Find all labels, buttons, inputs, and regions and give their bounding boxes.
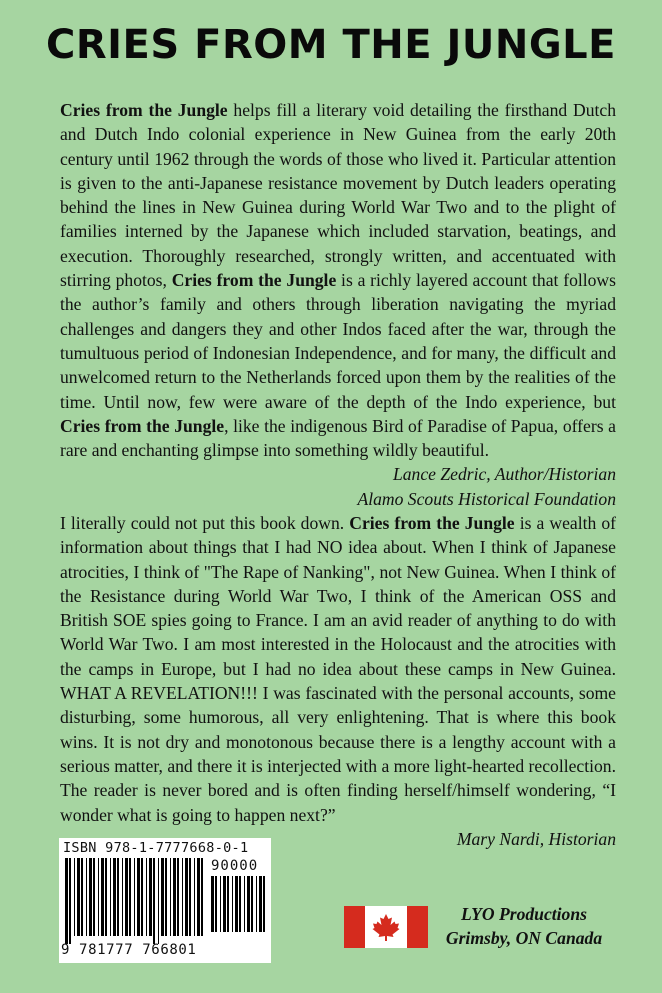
barcode-bar	[247, 876, 250, 932]
isbn-barcode	[59, 838, 271, 963]
barcode-bar	[146, 858, 147, 936]
review-lance-zedric	[60, 98, 616, 511]
barcode-bar	[122, 858, 123, 936]
barcode-bar	[74, 858, 75, 936]
barcode-bar	[81, 858, 83, 936]
review-attribution	[60, 462, 616, 511]
canadian-flag-icon	[344, 906, 428, 948]
barcode-bar	[227, 876, 229, 932]
barcode-bar	[220, 876, 221, 932]
barcode-bar	[117, 858, 119, 936]
book-title-mention: Cries from the Jungle	[171, 270, 337, 291]
barcode-bar	[101, 858, 104, 936]
barcode-bar	[201, 858, 203, 936]
barcode-bar	[98, 858, 99, 936]
barcode-bar	[185, 858, 188, 936]
price-addon-digits: 90000	[211, 858, 259, 874]
barcode-bar	[153, 858, 155, 944]
barcode-bar	[149, 858, 152, 936]
attribution-name: Lance Zedric, Author/Historian	[392, 464, 616, 485]
barcode-bar	[244, 876, 245, 932]
barcode-bar	[177, 858, 179, 936]
barcode-bar	[170, 858, 171, 936]
barcode-bar	[141, 858, 143, 936]
barcode-bar	[223, 876, 226, 932]
barcode-bar	[93, 858, 95, 936]
barcode-bar	[89, 858, 92, 936]
ean-barcode-bars	[65, 858, 205, 944]
review-text-segment: , like the indigenous Bird of Paradise of Papua, offers a rare and enchanting glimpse into something wildly beautiful.	[60, 415, 616, 461]
review-attribution: Mary Nardi, Historian	[456, 828, 616, 849]
review-text-segment: I literally could not put this book down.	[60, 513, 350, 533]
barcode-bar	[232, 876, 233, 932]
barcode-bar	[110, 858, 111, 936]
book-title-mention: Cries from the Jungle	[60, 100, 228, 120]
review-text	[60, 511, 616, 827]
publisher-info	[432, 902, 616, 950]
barcode-bar	[251, 876, 253, 932]
barcode-bar	[134, 858, 135, 936]
book-title: CRIES FROM THE JUNGLE	[46, 22, 616, 68]
barcode-bar	[194, 858, 195, 936]
barcode-bar	[161, 858, 164, 936]
barcode-bar	[215, 876, 217, 932]
review-mary-nardi	[60, 511, 616, 851]
barcode-bar	[105, 858, 107, 936]
publisher-location: Grimsby, ON Canada	[445, 928, 603, 948]
barcode-bar	[137, 858, 140, 936]
ean-digits: 9 781777 766801	[61, 942, 197, 958]
barcode-bar	[158, 858, 159, 944]
review-text	[60, 98, 616, 462]
barcode-bar	[69, 858, 71, 944]
addon-barcode-bars	[211, 876, 267, 942]
attribution-organization: Alamo Scouts Historical Foundation	[357, 488, 616, 509]
barcode-bar	[86, 858, 87, 936]
barcode-bar	[173, 858, 176, 936]
book-title-mention: Cries from the Jungle	[349, 513, 515, 533]
barcode-bar	[77, 858, 80, 936]
barcode-bar	[211, 876, 214, 932]
barcode-bar	[182, 858, 183, 936]
barcode-bar	[65, 858, 68, 944]
barcode-bar	[239, 876, 241, 932]
barcode-bar	[256, 876, 257, 932]
review-text-segment: is a wealth of information about things that I had NO idea about. When I think of Japanese atrocities, I think of "The Rape of Nanking", not New Guinea. When I think of the Resistance during World War Two, I think of the American OSS and British SOE spies going to France. I am an avid reader of anything to do with World War Two. I am most interested in the Holocaust and the atrocities with the camps in Europe, but I had no idea about these camps in New Guinea. WHAT A REVELATION!!! I was fascinated with the personal accounts, some disturbing, some humorous, all very enlightening. That is where this book wins. It is not dry and monotonous because there is a lengthy account with a serious matter, and there it is interjected with a more light-hearted recollection. The reader is never bored and is often finding herself/himself wondering, “I wonder what is going to happen next?”	[60, 513, 616, 825]
book-title-mention: Cries from the Jungle	[60, 415, 225, 436]
barcode-bar	[263, 876, 265, 932]
barcode-bar	[197, 858, 200, 936]
publisher-name: LYO Productions	[461, 904, 587, 924]
review-text-segment: helps fill a literary void detailing the firsthand Dutch and Dutch Indo colonial experience in New Guinea from the early 20th century until 1962 through the words of those who lived it. Particular attention is given to the anti-Japanese resistance movement by Dutch leaders operating behind the lines in New Guinea during World War Two and to the plight of families interned by the Japanese which included starvation, beatings, and execution. Thoroughly researched, strongly written, and accentuated with stirring photos,	[60, 100, 616, 291]
barcode-bar	[125, 858, 128, 936]
isbn-label: ISBN 978-1-7777668-0-1	[63, 840, 249, 856]
barcode-bar	[165, 858, 167, 936]
barcode-bar	[259, 876, 262, 932]
barcode-bar	[113, 858, 116, 936]
review-text-segment: is a richly layered account that follows the author’s family and others through liberation navigating the myriad challenges and dangers they and other Indos faced after the war, through the tumultuous period of Indonesian Independence, and for many, the difficult and unwelcomed return to the Netherlands forced upon them by the realities of the time. Until now, few were aware of the depth of the Indo experience, but	[60, 270, 616, 412]
barcode-bar	[235, 876, 238, 932]
barcode-bar	[129, 858, 131, 936]
barcode-bar	[189, 858, 191, 936]
